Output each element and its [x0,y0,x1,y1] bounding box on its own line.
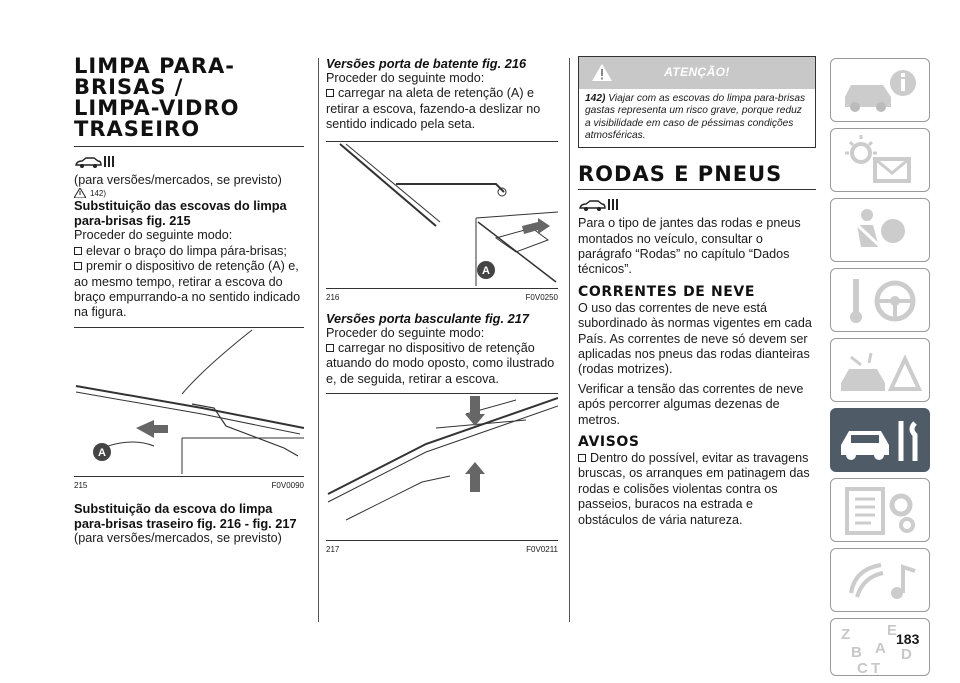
rear-wiper-illustration [326,142,558,288]
warning-title: ATENÇÃO! [664,65,730,79]
figure-caption [74,481,304,491]
tab-car-info[interactable] [830,58,930,122]
paragraph: Proceder do seguinte modo: [326,325,485,340]
column-divider [318,58,319,622]
checkbox-bullet-icon [326,344,334,352]
tab-safety[interactable] [830,198,930,262]
tab-technical-data[interactable] [830,478,930,542]
warning-box [578,56,816,148]
checkbox-bullet-icon [326,89,334,97]
version-icon-row [74,151,304,173]
subsection-title: Substituição das escovas do limpa para-brisas fig. 215 [74,198,287,229]
index-letter: E [887,622,898,639]
checkbox-bullet-icon [74,262,82,270]
figure-caption [326,545,558,555]
subsection-title: Versões porta basculante fig. 217 [326,310,529,326]
tab-emergency[interactable] [830,338,930,402]
tab-multimedia[interactable] [830,548,930,612]
tab-maintenance[interactable] [830,408,930,472]
figure-216 [326,141,558,289]
subsection-title: CORRENTES DE NEVE [578,283,756,300]
section-title: RODAS E PNEUS [578,162,783,187]
wiper-blade-illustration [74,328,304,476]
warning-number: 142) [585,93,606,104]
bullet-item: carregar na aleta de retenção (A) e retirar a escova, fazendo-a deslizar no sentido indicado pela seta. [326,86,541,132]
tab-warning-lights[interactable] [830,128,930,192]
figure-code: F0V0250 [525,292,558,302]
index-icon [831,619,931,677]
version-icon-row [578,194,816,216]
emergency-icon [831,339,931,403]
page-number: 183 [896,631,920,647]
car-info-icon [831,59,931,123]
car-version-icon [74,153,116,171]
callout-a: A [482,264,490,277]
bullet-item: carregar no dispositivo de retenção atuando do modo oposto, como ilustrado e, de seguida, retirar a escova. [326,341,555,386]
figure-215 [74,327,304,477]
title-rule [74,146,304,147]
title-rule [578,189,816,190]
callout-a: A [98,446,106,459]
figure-caption [326,293,558,303]
paragraph: Proceder do seguinte modo: [326,71,485,85]
warning-header [579,57,815,89]
tab-index[interactable] [830,618,930,676]
index-letter: Z [841,626,851,643]
warning-triangle-icon [74,188,86,198]
bullet-item: Dentro do possível, evitar as travagens bruscas, os arranques em patinagem das rodas e colisões violentas contra os passeios, buracos na estrada e obstáculos de vária natureza. [578,451,810,527]
figure-number: 216 [326,292,340,302]
maintenance-icon [831,409,931,473]
section-title: LIMPA PARA-BRISAS / LIMPA-VIDRO TRASEIRO [74,54,240,141]
figure-code: F0V0211 [526,545,558,555]
multimedia-icon [831,549,931,613]
tab-starting-driving[interactable] [830,268,930,332]
version-note: (para versões/mercados, se previsto) [74,530,282,545]
index-letter: C [857,660,868,677]
warning-body [579,89,815,147]
figure-number: 217 [326,545,340,555]
subsection-title: AVISOS [578,434,640,451]
car-version-icon [578,196,620,214]
rear-wiper-tilt-illustration [326,394,558,540]
starting-driving-icon [831,269,931,333]
checkbox-bullet-icon [578,454,586,462]
paragraph: O uso das correntes de neve está subordinado às normas vigentes em cada País. As correntes de neve só devem ser aplicadas nos pneus das rodas dianteiras (rodas motrizes). [578,300,812,377]
warning-lights-icon [831,129,931,193]
safety-icon [831,199,931,263]
technical-data-icon [831,479,931,543]
figure-number: 215 [74,480,88,490]
subsection-title: Substituição da escova do limpa para-brisas traseiro fig. 216 - fig. 217 [74,500,297,531]
index-letter: T [871,660,881,677]
paragraph: Proceder do seguinte modo: [74,228,233,243]
column-3 [578,56,816,528]
figure-code: F0V0090 [271,480,304,490]
paragraph: Verificar a tensão das correntes de neve após percorrer algumas dezenas de metros. [578,381,804,427]
version-note: (para versões/mercados, se previsto) [74,173,282,187]
index-letter: B [851,644,862,661]
figure-217 [326,393,558,541]
paragraph: Para o tipo de jantes das rodas e pneus montados no veículo, consultar o parágrafo “Rodas” no capítulo “Dados técnicos”. [578,216,801,277]
warning-text: Viajar com as escovas do limpa para-brisas gastas representa um risco grave, porque reduz a visibilidade em caso de péssimas condições atmosféricas. [585,93,806,141]
checkbox-bullet-icon [74,247,82,255]
warning-ref-number: 142) [90,188,107,198]
subsection-title: Versões porta de batente fig. 216 [326,56,527,71]
bullet-item: premir o dispositivo de retenção (A) e, ao mesmo tempo, retirar a escova do braço empurrando-a no sentido indicado na figura. [74,259,301,320]
warning-reference [74,188,304,198]
index-letter: A [875,640,886,657]
index-letter: D [901,646,912,663]
column-divider [569,58,570,622]
column-1 [74,56,304,546]
bullet-item: elevar o braço do limpa pára-brisas; [74,244,304,259]
column-2 [326,56,558,555]
